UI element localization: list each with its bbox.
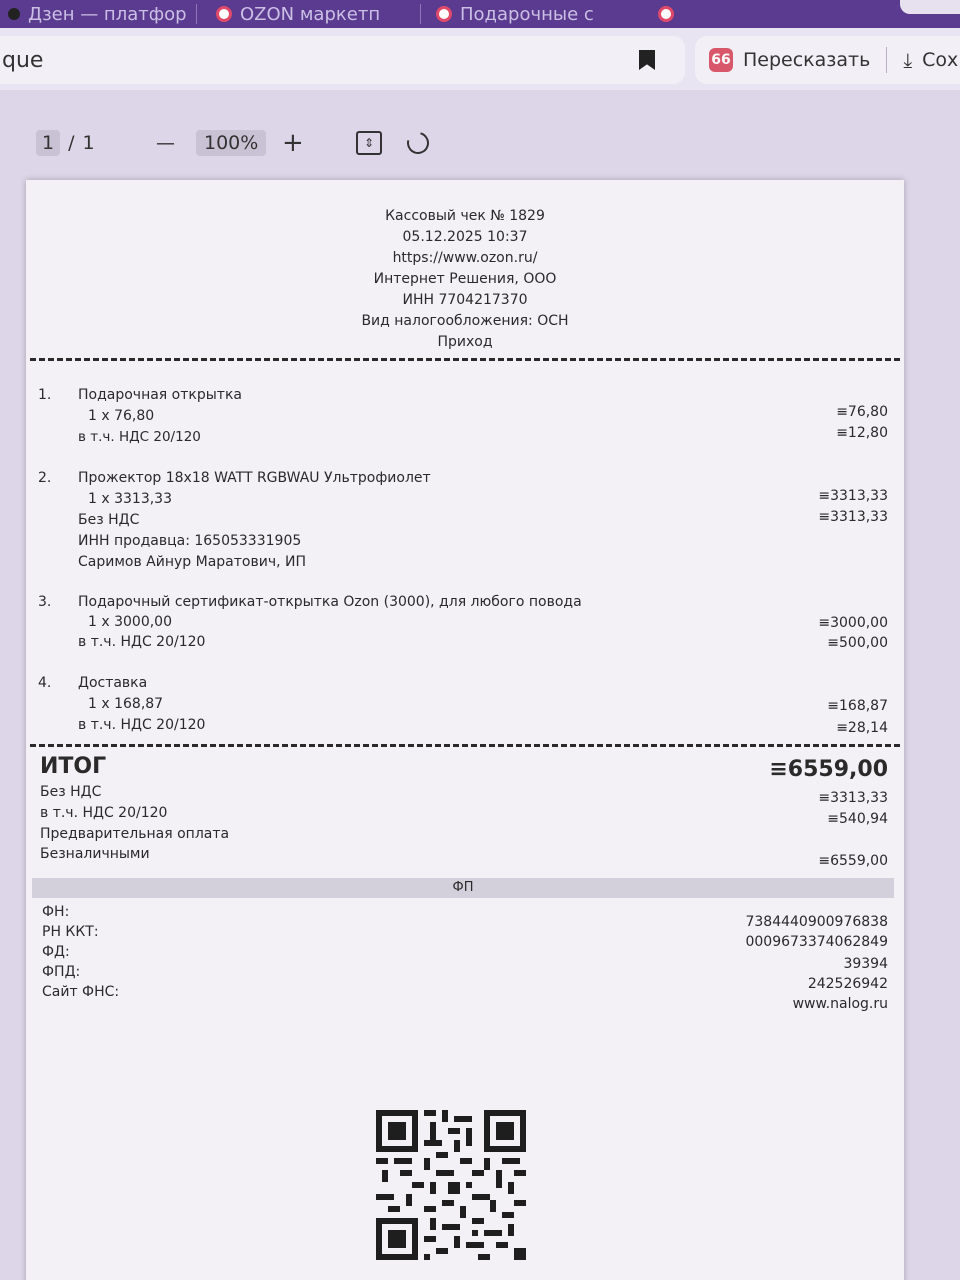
- zoom-in-button[interactable]: +: [282, 128, 304, 158]
- download-icon[interactable]: ⤓: [903, 48, 913, 72]
- item-amount: ≡168,87: [827, 698, 888, 714]
- fd-value: 39394: [843, 956, 888, 972]
- save-button[interactable]: Сох: [922, 49, 959, 71]
- receipt-url: https://www.ozon.ru/: [392, 250, 538, 266]
- receipt-title: Кассовый чек № 1829: [385, 208, 545, 224]
- item-qty-price: 1 x 3000,00: [88, 614, 172, 630]
- page-indicator: [36, 130, 95, 156]
- page-number-input[interactable]: 1: [36, 130, 60, 156]
- no-vat-label: Без НДС: [40, 784, 102, 800]
- vat-label: в т.ч. НДС 20/120: [40, 805, 168, 821]
- item-qty-price: 1 x 168,87: [88, 696, 164, 712]
- tab-bar-corner: [900, 0, 960, 14]
- item-number: 2.: [38, 470, 52, 486]
- cashless-label: Безналичными: [40, 846, 150, 862]
- tab-ozon[interactable]: [208, 0, 380, 28]
- browser-tab-bar: [0, 0, 960, 28]
- qr-code-icon: [376, 1110, 526, 1260]
- rn-kkt-value: 0009673374062849: [745, 934, 888, 950]
- address-field[interactable]: [0, 36, 685, 84]
- fpd-label: ФПД:: [42, 964, 81, 980]
- item-name: Прожектор 18x18 WATT RGBWAU Ультрофиолет: [78, 470, 431, 486]
- page-separator: /: [68, 132, 75, 154]
- bookmark-icon[interactable]: [639, 50, 655, 70]
- item-tax: в т.ч. НДС 20/120: [78, 429, 201, 445]
- dashed-divider: [30, 358, 900, 361]
- item-tax-amount: ≡12,80: [836, 425, 888, 441]
- item-number: 1.: [38, 387, 52, 403]
- fit-page-icon[interactable]: ⇕: [356, 131, 382, 155]
- tab-separator: [420, 4, 421, 24]
- item-name: Доставка: [78, 675, 148, 691]
- item-seller-inn: ИНН продавца: 165053331905: [78, 533, 302, 549]
- receipt-tax-system: Вид налогообложения: ОСН: [361, 313, 569, 329]
- vat-value: ≡540,94: [827, 811, 888, 827]
- tab-label: Подарочные с: [460, 3, 594, 25]
- receipt-operation: Приход: [437, 334, 493, 350]
- item-tax: в т.ч. НДС 20/120: [78, 634, 206, 650]
- total-label: ИТОГ: [40, 754, 107, 779]
- page-total: 1: [82, 132, 95, 154]
- item-seller-name: Саримов Айнур Маратович, ИП: [78, 554, 306, 570]
- item-tax-amount: ≡3313,33: [818, 509, 888, 525]
- item-tax: в т.ч. НДС 20/120: [78, 717, 206, 733]
- receipt-inn: ИНН 7704217370: [402, 292, 528, 308]
- retell-button[interactable]: Пересказать: [743, 49, 871, 71]
- retell-icon[interactable]: 66: [709, 48, 733, 72]
- item-amount: ≡76,80: [836, 404, 888, 420]
- item-amount: ≡3000,00: [818, 615, 888, 631]
- item-number: 3.: [38, 594, 52, 610]
- fns-site-value: www.nalog.ru: [792, 996, 888, 1012]
- fn-value: 7384440900976838: [745, 914, 888, 930]
- tab-label: OZON маркетп: [240, 3, 381, 25]
- rn-kkt-label: РН ККТ:: [42, 924, 99, 940]
- fpd-value: 242526942: [807, 976, 888, 992]
- tab-ozon-2[interactable]: [650, 0, 674, 28]
- fn-label: ФН:: [42, 904, 70, 920]
- item-tax-amount: ≡500,00: [827, 635, 888, 651]
- fns-site-label: Сайт ФНС:: [42, 984, 120, 1000]
- total-value: ≡6559,00: [769, 757, 888, 782]
- item-number: 4.: [38, 675, 52, 691]
- ozon-favicon-icon: [436, 6, 452, 22]
- item-tax: Без НДС: [78, 512, 140, 528]
- tab-gift-certificates[interactable]: [428, 0, 594, 28]
- receipt-page: [26, 180, 904, 1280]
- no-vat-value: ≡3313,33: [818, 790, 888, 806]
- tab-dzen[interactable]: [0, 0, 187, 28]
- fd-label: ФД:: [42, 944, 70, 960]
- item-tax-amount: ≡28,14: [836, 720, 888, 736]
- address-text: que: [2, 47, 44, 73]
- ozon-favicon-icon: [216, 6, 232, 22]
- receipt-datetime: 05.12.2025 10:37: [402, 229, 528, 245]
- fp-section-header: ФП: [32, 878, 894, 898]
- zoom-level-input[interactable]: 100%: [196, 130, 266, 156]
- receipt-header: [26, 206, 904, 353]
- item-name: Подарочная открытка: [78, 387, 242, 403]
- zoom-out-button[interactable]: —: [156, 132, 175, 154]
- dashed-divider: [30, 744, 900, 747]
- cashless-value: ≡6559,00: [818, 853, 888, 869]
- rotate-icon[interactable]: [403, 128, 433, 158]
- dzen-favicon-icon: [8, 8, 20, 20]
- tab-separator: [196, 4, 197, 24]
- receipt-company: Интернет Решения, ООО: [373, 271, 557, 287]
- item-name: Подарочный сертификат-открытка Ozon (3000), для любого повода: [78, 594, 582, 610]
- prepayment-label: Предварительная оплата: [40, 826, 230, 842]
- divider: [886, 47, 887, 73]
- pdf-toolbar: [0, 90, 960, 190]
- item-qty-price: 1 x 76,80: [88, 408, 155, 424]
- address-actions: [695, 36, 960, 84]
- tab-label: Дзен — платфор: [28, 3, 187, 25]
- item-qty-price: 1 x 3313,33: [88, 491, 172, 507]
- ozon-favicon-icon: [658, 6, 674, 22]
- address-bar-area: [0, 28, 960, 90]
- item-amount: ≡3313,33: [818, 488, 888, 504]
